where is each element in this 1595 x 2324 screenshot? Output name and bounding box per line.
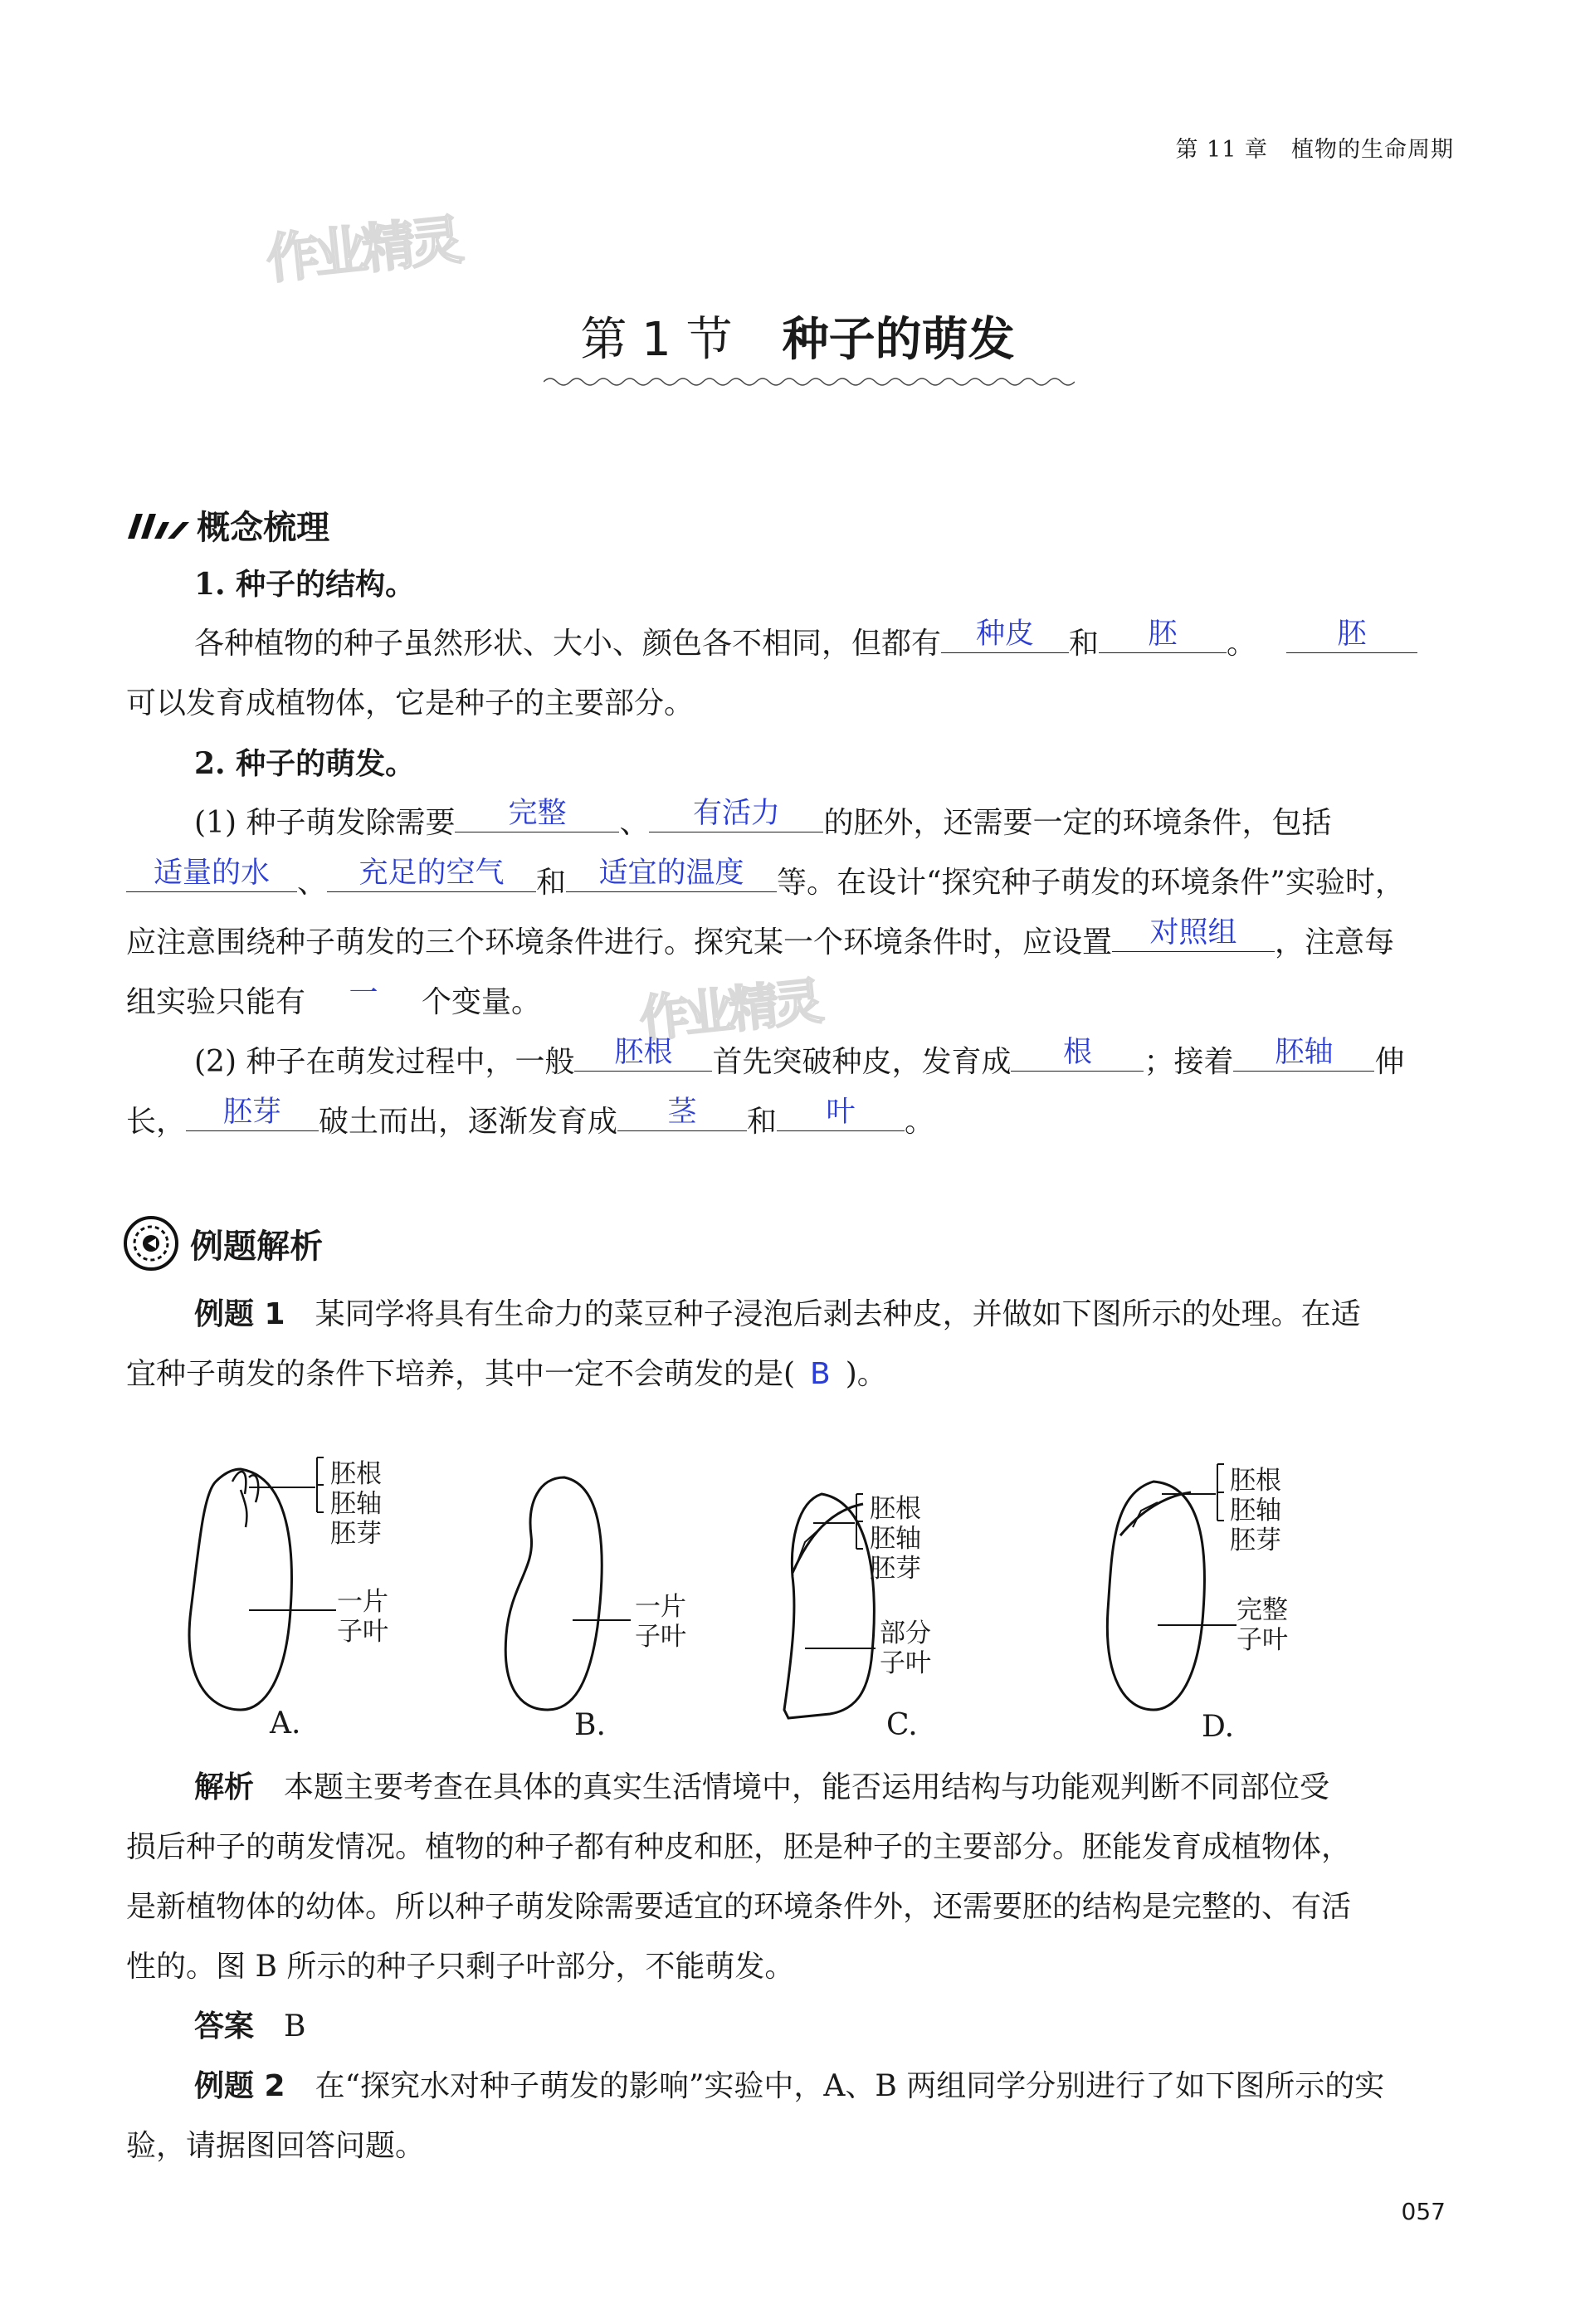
gear-badge-icon: [123, 1215, 179, 1272]
item1-title: 1. 种子的结构。: [194, 567, 416, 602]
analysis-line: 解析 本题主要考查在具体的真实生活情境中，能否运用结构与功能观判断不同部位受: [194, 1770, 1330, 1804]
seed-b-letter: B.: [574, 1708, 606, 1742]
answer-text: 完整: [508, 797, 567, 830]
fill-blank: [649, 795, 823, 832]
seed-a-letter: A.: [270, 1706, 301, 1741]
fill-blank: [126, 855, 297, 892]
answer-text: 适宜的温度: [598, 857, 744, 890]
concept-body: [126, 554, 1471, 1152]
seed-d-labels: 胚根 胚轴 胚芽: [1230, 1466, 1281, 1555]
analysis-line: 损后种子的萌发情况。植物的种子都有种皮和胚，胚是种子的主要部分。胚能发育成植物体，: [126, 1830, 1352, 1864]
seed-a-labels: 胚根 胚轴 胚芽: [330, 1459, 382, 1549]
example1-block: [126, 1285, 1471, 1404]
answer-text: 适量的水: [153, 857, 270, 890]
watermark: 作业精灵: [637, 972, 822, 1050]
seed-d-cotyledon-label: 完整 子叶: [1236, 1595, 1288, 1655]
seed-c-letter: C.: [886, 1708, 918, 1742]
analysis-line: 性的。图 B 所示的种子只剩子叶部分，不能萌发。: [126, 1950, 795, 1984]
answer-text: 对照组: [1149, 916, 1237, 950]
item1-paragraph-cont: 可以发育成植物体，它是种子的主要部分。: [126, 686, 695, 720]
seed-d-letter: D.: [1202, 1710, 1235, 1744]
example-heading-text: 例题解析: [190, 1227, 324, 1266]
example1-question-cont: 宜种子萌发的条件下培养，其中一定不会萌发的是( B )。: [126, 1357, 887, 1391]
answer-text: 胚: [1148, 618, 1178, 651]
item1-paragraph: 各种植物的种子虽然形状、大小、颜色各不相同，但都有 种皮 和 胚 。 胚: [126, 614, 1471, 674]
item2-line6: 长， 胚芽 破土而出，逐渐发育成 茎 和 叶 。: [126, 1092, 1471, 1152]
answer-text: 有活力: [692, 797, 780, 830]
answer-text: 茎: [667, 1096, 697, 1129]
fill-blank: [566, 855, 777, 892]
answer-text: 叶: [826, 1096, 856, 1129]
item2-line2: 适量的水 、 充足的空气 和 适宜的温度 等。在设计“探究种子萌发的环境条件”实验时，: [126, 853, 1471, 913]
seed-d: [1107, 1464, 1236, 1710]
example2-question-cont: 验，请据图回答问题。: [126, 2129, 426, 2163]
example2-label: 例题 2: [194, 2069, 285, 2103]
example1-question: 例题 1 某同学将具有生命力的菜豆种子浸泡后剥去种皮，并做如下图所示的处理。在适: [194, 1297, 1361, 1331]
fill-blank: [617, 1094, 747, 1131]
example1-answer: B: [810, 1357, 831, 1391]
page-number: 057: [1401, 2198, 1446, 2225]
seed-b: [505, 1477, 631, 1710]
answer-text: 充足的空气: [359, 857, 505, 890]
lines-icon: [126, 510, 193, 540]
answer-text: 胚根: [614, 1036, 673, 1069]
fill-blank: [455, 795, 619, 832]
concept-heading-text: 概念梳理: [197, 509, 330, 547]
answer-line: [126, 1997, 1471, 2057]
fill-blank: [1112, 915, 1275, 952]
seed-c: [784, 1494, 876, 1718]
item2-title: 2. 种子的萌发。: [194, 746, 416, 781]
answer-text: 胚: [1337, 618, 1367, 651]
answer-text: 胚轴: [1275, 1036, 1334, 1069]
fill-blank: [1286, 616, 1417, 653]
fill-blank: [186, 1094, 319, 1131]
fill-blank: [1011, 1034, 1144, 1072]
answer-text: 一: [349, 977, 378, 1010]
seed-c-labels: 胚根 胚轴 胚芽: [870, 1494, 921, 1584]
section-title: [0, 303, 1595, 369]
analysis-block: [126, 1758, 1471, 2176]
item2-line4: 组实验只能有 一 个变量。: [126, 973, 1471, 1033]
chapter-header: 第 11 章 植物的生命周期: [1175, 137, 1454, 163]
answer-text: 种皮: [976, 618, 1035, 651]
fill-blank: [327, 855, 536, 892]
seed-a: [189, 1457, 336, 1710]
answer-text: 根: [1062, 1036, 1092, 1069]
answer-text: 胚芽: [223, 1096, 282, 1129]
concept-heading: [126, 501, 329, 549]
seed-c-cotyledon-label: 部分 子叶: [880, 1618, 931, 1678]
fill-blank: [1099, 616, 1227, 653]
analysis-line: 是新植物体的幼体。所以种子萌发除需要适宜的环境条件外，还需要胚的结构是完整的、有活: [126, 1890, 1352, 1924]
fill-blank: [777, 1094, 905, 1131]
section-number: 第 1 节: [580, 313, 733, 367]
example-heading: [123, 1215, 323, 1272]
fill-blank: [305, 975, 422, 1012]
example1-label: 例题 1: [194, 1297, 285, 1331]
seed-a-cotyledon-label: 一片 子叶: [337, 1587, 388, 1647]
analysis-label: 解析: [194, 1770, 255, 1804]
item2-line5: (2) 种子在萌发过程中，一般 胚根 首先突破种皮，发育成 根 ；接着 胚轴 伸: [126, 1033, 1471, 1092]
answer-label: 答案: [194, 2009, 255, 2043]
fill-blank: [574, 1034, 712, 1072]
fill-blank: [1233, 1034, 1374, 1072]
fill-blank: [941, 616, 1069, 653]
title-wave-divider: [544, 375, 1075, 388]
seed-b-cotyledon-label: 一片 子叶: [635, 1592, 686, 1652]
item2-line1: (1) 种子萌发除需要 完整 、 有活力 的胚外，还需要一定的环境条件，包括: [126, 793, 1471, 853]
section-name: 种子的萌发: [782, 313, 1015, 367]
watermark: 作业精灵: [263, 210, 461, 291]
example2-question: 例题 2 在“探究水对种子萌发的影响”实验中，A、B 两组同学分别进行了如下图所示的实: [194, 2069, 1385, 2103]
answer-value: B: [284, 2009, 306, 2043]
item2-line3: 应注意围绕种子萌发的三个环境条件进行。探究某一个环境条件时，应设置 对照组 ，注意每: [126, 913, 1471, 973]
